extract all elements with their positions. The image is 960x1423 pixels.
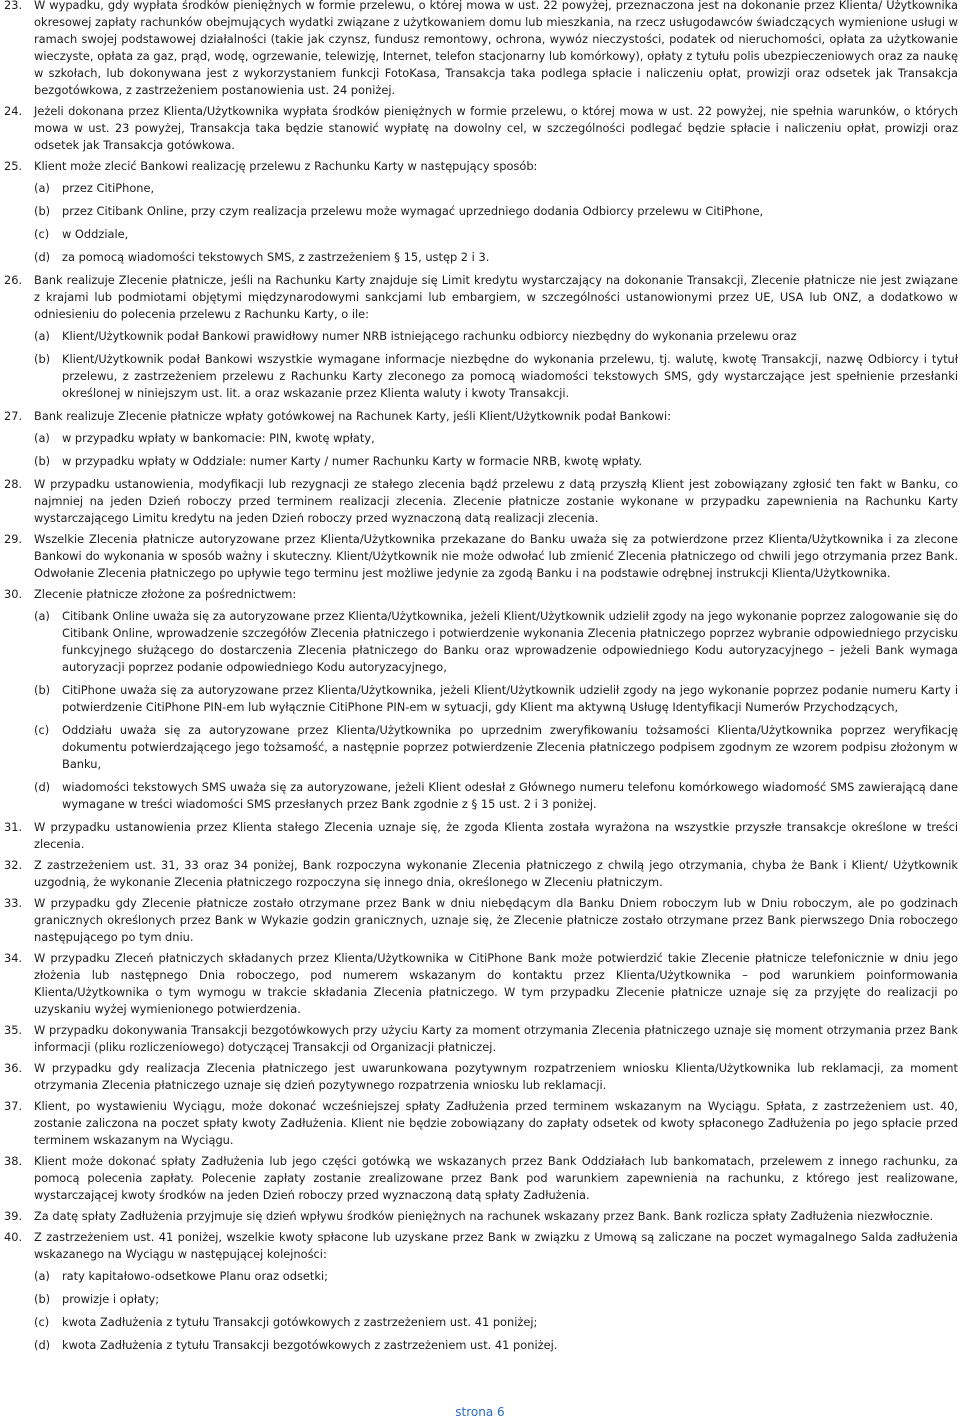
terms-section <box>4 0 958 1360</box>
subclause-text: prowizje i opłaty; <box>62 1292 160 1306</box>
clause-text: W przypadku ustanowienia przez Klienta stałego Zlecenia uznaje się, że zgoda Klienta została wyrażona na wszystkie przyszłe transakcje określone w treści zlecenia. <box>34 820 958 851</box>
clause <box>4 1098 958 1149</box>
subclause-text: Oddziału uważa się za autoryzowane przez Klienta/Użytkownika po uprzednim zweryfikowaniu tożsamości Klienta/Użytkownika poprzez weryfikację dokumentu potwierdzającego jego tożsamość, a następnie poprzez potwierdzenie Zlecenia płatniczego podpisem zgodnym ze wzorem podpisu złożonym w Banku, <box>62 723 958 771</box>
subclause-label: (a) <box>34 329 50 343</box>
subclause-text: przez Citibank Online, przy czym realizacja przelewu może wymagać uprzedniego dodania Odbiorcy przelewu w CitiPhone, <box>62 204 764 218</box>
clause-text: Za datę spłaty Zadłużenia przyjmuje się dzień wpływu środków pieniężnych na rachunek wskazany przez Bank. Bank rozlicza spłaty Zadłużenia niezwłocznie. <box>34 1209 934 1223</box>
clause <box>4 476 958 527</box>
clause-text: W przypadku gdy realizacja Zlecenia płatniczego jest uwarunkowana pozytywnym rozpatrzeniem wniosku Klienta/Użytkownika lub reklamacji, za moment otrzymania Zlecenia płatniczego uznaje się dzień pozytywnego rozpatrzenia wniosku lub reklamacji. <box>34 1061 958 1092</box>
clause-number: 36. <box>4 1061 23 1075</box>
clause-text: Klient może zlecić Bankowi realizację przelewu z Rachunku Karty w następujący sposób: <box>34 159 538 173</box>
subclause <box>34 226 958 243</box>
clause-text: Klient może dokonać spłaty Zadłużenia lub jego części gotówką we wskazanych przez Bank Oddziałach lub bankomatach, przelewem z innego rachunku, za pomocą polecenia zapłaty. Polecenie zapłaty zostanie zrealizowane przez Bank pod warunkiem zapewnienia na rachunku, z którego jest realizowane, wystarczającej kwoty środków na jeden Dzień roboczy przed wyznaczoną datą spłaty Zadłużenia. <box>34 1154 958 1202</box>
subclause-text: kwota Zadłużenia z tytułu Transakcji gotówkowych z zastrzeżeniem ust. 41 poniżej; <box>62 1315 538 1329</box>
subclause-label: (d) <box>34 1338 51 1352</box>
clause-text: Wszelkie Zlecenia płatnicze autoryzowane przez Klienta/Użytkownika przekazane do Banku uważa się za potwierdzone przez Klienta/Użytkownika i za zlecone Bankowi do wykonania w sposób ważny i skuteczny. Klient/Użytkownik nie może odwołać lub zmienić Zlecenia płatniczego od chwili jego otrzymania przez Bank. Odwołanie Zlecenia płatniczego po upływie tego terminu jest możliwe jedynie za zgodą Banku i na podstawie odrębnej instrukcji Klienta/Użytkownika. <box>34 532 958 580</box>
clause <box>4 531 958 582</box>
subclause-text: raty kapitałowo-odsetkowe Planu oraz odsetki; <box>62 1269 328 1283</box>
subclause-label: (a) <box>34 1269 50 1283</box>
subclause <box>34 351 958 402</box>
subclause-label: (a) <box>34 181 50 195</box>
clause-text: Z zastrzeżeniem ust. 31, 33 oraz 34 poniżej, Bank rozpoczyna wykonanie Zlecenia płatniczego z chwilą jego otrzymania, chyba że Bank i Klient/ Użytkownik uzgodnią, że wykonanie Zlecenia płatniczego rozpoczyna się innego dnia, określonego w Zleceniu płatniczym. <box>34 858 958 889</box>
clause <box>4 895 958 946</box>
subclause-list <box>34 608 958 813</box>
clause <box>4 1060 958 1094</box>
subclause-label: (b) <box>34 454 51 468</box>
subclause <box>34 180 958 197</box>
subclause-text: Citibank Online uważa się za autoryzowane przez Klienta/Użytkownika, jeżeli Klient/Użytkownik udzielił zgody na jego wykonanie poprzez zalogowanie się do Citibank Online, wprowadzenie szczegółów Zlecenia płatniczego i potwierdzenie wykonania Zlecenia płatniczego poprzez wybranie odpowiedniego przycisku funkcyjnego służącego do dostarczenia Zlecenia płatniczego do Banku oraz wprowadzenie odpowiedniego Kodu autoryzacyjnego – jeżeli Bank wymaga autoryzacji poprzez podanie odpowiedniego Kodu autoryzacyjnego, <box>62 609 958 674</box>
clause-text: Jeżeli dokonana przez Klienta/Użytkownika wypłata środków pieniężnych w formie przelewu, o której mowa w ust. 22 powyżej, nie spełnia warunków, o których mowa w ust. 23 powyżej, Transakcja taka będzie stanowić wypłatę na dowolny cel, w szczególności podlegać będzie spłacie i naliczeniu opłat, prowizji oraz odsetek jak Transakcja gotówkowa. <box>34 104 958 152</box>
clause-number: 25. <box>4 159 23 173</box>
subclause <box>34 453 958 470</box>
clause <box>4 857 958 891</box>
subclause-label: (b) <box>34 683 51 697</box>
clause <box>4 586 958 813</box>
subclause <box>34 779 958 813</box>
clause-number: 23. <box>4 0 23 12</box>
clause <box>4 103 958 154</box>
clause <box>4 0 958 99</box>
subclause <box>34 722 958 773</box>
clause-number: 33. <box>4 896 23 910</box>
subclause-text: wiadomości tekstowych SMS uważa się za autoryzowane, jeżeli Klient odesłał z Głównego numeru telefonu komórkowego wiadomość SMS zawierającą dane wymagane w treści wiadomości SMS przesłanych przez Bank zgodnie z § 15 ust. 2 i 3 poniżej. <box>62 780 958 811</box>
clause <box>4 950 958 1018</box>
subclause <box>34 682 958 716</box>
clause <box>4 1153 958 1204</box>
subclause-text: Klient/Użytkownik podał Bankowi prawidłowy numer NRB istniejącego rachunku odbiorcy niezbędny do wykonania przelewu oraz <box>62 329 797 343</box>
subclause-text: za pomocą wiadomości tekstowych SMS, z zastrzeżeniem § 15, ustęp 2 i 3. <box>62 250 490 264</box>
clause-number: 39. <box>4 1209 23 1223</box>
subclause-label: (c) <box>34 1315 50 1329</box>
subclause-text: CitiPhone uważa się za autoryzowane przez Klienta/Użytkownika, jeżeli Klient/Użytkownik udzielił zgody na jego wykonanie poprzez podanie numeru Karty i potwierdzenie CitiPhone PIN-em lub wyłącznie CitiPhone PIN-em w sytuacji, gdy Klient ma aktywną Usługę Identyfikacji Numerów Przychodzących, <box>62 683 958 714</box>
clause <box>4 1022 958 1056</box>
clause-text: Klient, po wystawieniu Wyciągu, może dokonać wcześniejszej spłaty Zadłużenia przed terminem wskazanym na Wyciągu. Spłata, z zastrzeżeniem ust. 40, zostanie zaliczona na poczet spłaty kwoty Zadłużenia. Klient nie będzie zobowiązany do zapłaty odsetek od kwoty spłaconego Zadłużenia po jego spłacie przed terminem wskazanym na Wyciągu. <box>34 1099 958 1147</box>
clause-number: 34. <box>4 951 23 965</box>
subclause-text: w przypadku wpłaty w bankomacie: PIN, kwotę wpłaty, <box>62 431 375 445</box>
subclause-text: w przypadku wpłaty w Oddziale: numer Karty / numer Rachunku Karty w formacie NRB, kwotę wpłaty. <box>62 454 643 468</box>
subclause-label: (b) <box>34 1292 51 1306</box>
subclause <box>34 1268 958 1285</box>
clause-number: 29. <box>4 532 23 546</box>
clause-number: 26. <box>4 273 23 287</box>
subclause-list <box>34 430 958 470</box>
subclause-label: (b) <box>34 352 51 366</box>
clause-number: 27. <box>4 409 23 423</box>
subclause-label: (a) <box>34 609 50 623</box>
subclause-label: (d) <box>34 780 51 794</box>
clause-text: W przypadku gdy Zlecenie płatnicze zostało otrzymane przez Bank w dniu niebędącym dla Banku Dniem roboczym lub w Dniu roboczym, ale po godzinach granicznych określonych przez Bank w Wykazie godzin granicznych, uznaje się, że Zlecenie płatnicze zostało otrzymane przez Bank pierwszego Dnia roboczego następującego po tym dniu. <box>34 896 958 944</box>
subclause-label: (c) <box>34 227 50 241</box>
clause <box>4 408 958 470</box>
subclause <box>34 249 958 266</box>
clause <box>4 819 958 853</box>
clause-text: Zlecenie płatnicze złożone za pośrednictwem: <box>34 587 297 601</box>
clause <box>4 1229 958 1354</box>
subclause <box>34 1337 958 1354</box>
subclause-list <box>34 1268 958 1354</box>
clause-text: W przypadku ustanowienia, modyfikacji lub rezygnacji ze stałego zlecenia bądź przelewu z datą przyszłą Klient jest zobowiązany zgłosić ten fakt w Banku, co najmniej na jeden Dzień roboczy przed terminem realizacji zlecenia. Zlecenie płatnicze zostanie wykonane w przypadku zapewnienia na Rachunku Karty wystarczającego Limitu kredytu na jeden Dzień roboczy przed wyznaczoną datą realizacji zlecenia. <box>34 477 958 525</box>
subclause-text: Klient/Użytkownik podał Bankowi wszystkie wymagane informacje niezbędne do wykonania przelewu, tj. walutę, kwotę Transakcji, nazwę Odbiorcy i tytuł przelewu, z zastrzeżeniem przelewu z Rachunku Karty zleconego za pomocą wiadomości tekstowych SMS, gdy wystarczające jest spełnienie przesłanki określonej w niniejszym ust. lit. a oraz wskazanie przez Klienta waluty i kwoty Transakcji. <box>62 352 958 400</box>
clause-text: Bank realizuje Zlecenie płatnicze, jeśli na Rachunku Karty znajduje się Limit kredytu wystarczający na dokonanie Transakcji, Zlecenie płatnicze nie jest związane z krajami lub podmiotami objętymi międzynarodowymi sankcjami lub embargiem, w szczególności ustanowionymi przez UE, USA lub ONZ, a dodatkowo w odniesieniu do polecenia przelewu z Rachunku Karty, o ile: <box>34 273 958 321</box>
clause <box>4 272 958 402</box>
subclause <box>34 430 958 447</box>
clause-text: W przypadku Zleceń płatniczych składanych przez Klienta/Użytkownika w CitiPhone Bank może potwierdzić takie Zlecenie płatnicze telefonicznie w dniu jego złożenia lub następnego Dnia roboczego, pod numerem wskazanym do kontaktu przez Klienta/Użytkownika – pod warunkiem poinformowania Klienta/Użytkownika o tym wymogu w trakcie składania Zlecenia płatniczego. W tym przypadku Zlecenie płatnicze uznaje się za przyjęte do realizacji po uzyskaniu wyżej wymienionego potwierdzenia. <box>34 951 958 1016</box>
subclause-label: (c) <box>34 723 50 737</box>
clause-number: 31. <box>4 820 23 834</box>
clause-number: 32. <box>4 858 23 872</box>
subclause-text: przez CitiPhone, <box>62 181 155 195</box>
clause-number: 30. <box>4 587 23 601</box>
subclause-text: w Oddziale, <box>62 227 129 241</box>
subclause <box>34 608 958 676</box>
subclause-label: (d) <box>34 250 51 264</box>
clause-text: Bank realizuje Zlecenie płatnicze wpłaty gotówkowej na Rachunek Karty, jeśli Klient/Użytkownik podał Bankowi: <box>34 409 671 423</box>
subclause <box>34 1314 958 1331</box>
subclause-label: (b) <box>34 204 51 218</box>
clause-text: W wypadku, gdy wypłata środków pieniężnych w formie przelewu, o której mowa w ust. 22 powyżej, przeznaczona jest na dokonanie przez Klienta/ Użytkownika okresowej zapłaty rachunków obejmujących wydatki związane z użytkowaniem domu lub mieszkania, na rzecz usługodawców świadczących wymienione usługi w ramach swojej podstawowej działalności (takie jak czynsz, fundusz remontowy, ochrona, wywóz nieczystości, podatek od nieruchomości, opłata za użytkowanie wieczyste, opłata za gaz, prąd, wodę, ogrzewanie, telewizję, Internet, telefon stacjonarny lub komórkowy), opłaty z tytułu polis ubezpieczeniowych oraz za naukę w szkołach, lub dokonywana jest z wykorzystaniem funkcji FotoKasa, Transakcja taka podlega spłacie i naliczeniu opłat, prowizji oraz odsetek jak Transakcja bezgotówkowa, z zastrzeżeniem postanowienia ust. 24 poniżej. <box>34 0 958 97</box>
subclause-text: kwota Zadłużenia z tytułu Transakcji bezgotówkowych z zastrzeżeniem ust. 41 poniżej. <box>62 1338 558 1352</box>
subclause <box>34 1291 958 1308</box>
page-number: strona 6 <box>455 1405 505 1419</box>
subclause <box>34 203 958 220</box>
clause-number: 40. <box>4 1230 23 1244</box>
subclause-list <box>34 180 958 266</box>
clause-number: 38. <box>4 1154 23 1168</box>
clause-text: Z zastrzeżeniem ust. 41 poniżej, wszelkie kwoty spłacone lub uzyskane przez Bank w związku z Umową są zaliczane na poczet wymagalnego Salda zadłużenia wskazanego na Wyciągu w następującej kolejności: <box>34 1230 958 1261</box>
clause-number: 37. <box>4 1099 23 1113</box>
subclause-list <box>34 328 958 402</box>
clause-text: W przypadku dokonywania Transakcji bezgotówkowych przy użyciu Karty za moment otrzymania Zlecenia płatniczego uznaje się moment otrzymania przez Bank informacji (pliku rozliczeniowego) dotyczącej Transakcji od Organizacji płatniczej. <box>34 1023 958 1054</box>
clause-number: 28. <box>4 477 23 491</box>
clause <box>4 1208 958 1225</box>
clause-number: 24. <box>4 104 23 118</box>
subclause <box>34 328 958 345</box>
subclause-label: (a) <box>34 431 50 445</box>
clause <box>4 158 958 266</box>
clause-number: 35. <box>4 1023 23 1037</box>
